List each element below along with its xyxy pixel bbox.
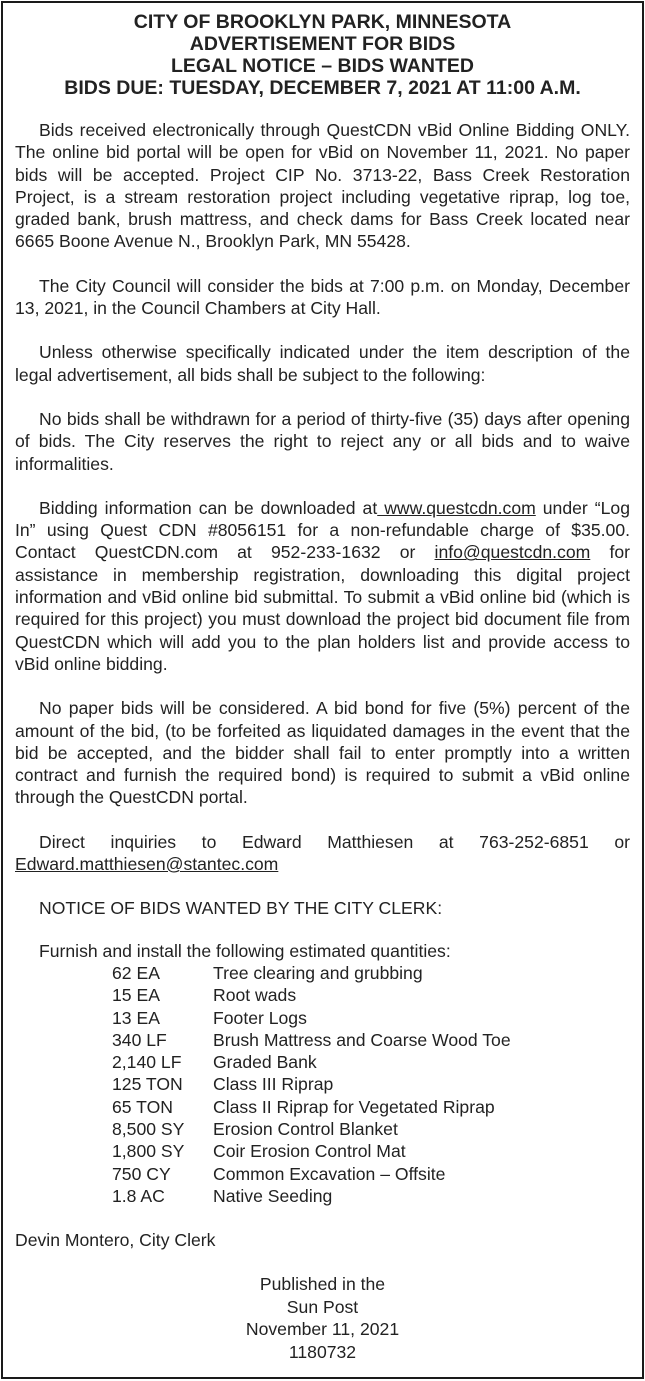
paragraph-bid-conditions: Unless otherwise specifically indicated under the item description of the legal advertisement, all bids shall be subject to the following: xyxy=(15,342,630,385)
heading-advertisement: ADVERTISEMENT FOR BIDS xyxy=(189,33,456,55)
questcdn-website-link[interactable]: www.questcdn.com xyxy=(377,497,536,518)
paragraph-bids-received: Bids received electronically through QuestCDN vBid Online Bidding ONLY. The online bid portal will be open for vBid on November 11, 2021. No paper bids will be accepted. Project CIP No. 3713-22, Bass Creek Restoration Project, is a stream restoration project including vegetative riprap, log toe, graded bank, brush mattress, and check dams for Bass Creek located near 6665 Boone Avenue N., Brooklyn Park, MN 55428. xyxy=(15,120,630,252)
publication-line: Published in the xyxy=(259,1274,386,1295)
list-item xyxy=(15,1185,630,1207)
item-description: Graded Bank xyxy=(213,1052,317,1073)
bidding-info-contact-text: under “Log In” using Quest CDN #8056151 for a non-refundable charge of $35.00. Contact QuestCDN.com at 952-233-1632 or xyxy=(15,497,630,563)
paragraph-notice-clerk: NOTICE OF BIDS WANTED BY THE CITY CLERK: xyxy=(39,898,443,919)
paragraph-withdrawal: No bids shall be withdrawn for a period of thirty-five (35) days after opening of bids. The City reserves the right to reject any or all bids and to waive informalities. xyxy=(15,408,630,474)
item-description: Footer Logs xyxy=(213,1007,307,1028)
quantities-intro: Furnish and install the following estimated quantities: xyxy=(39,940,451,961)
publication-info xyxy=(15,1273,630,1363)
paragraph-inquiries xyxy=(15,831,630,876)
bidding-info-text: Bidding information can be downloaded at xyxy=(39,497,378,518)
inquiries-email-link[interactable]: Edward.matthiesen@stantec.com xyxy=(15,854,279,875)
list-item xyxy=(15,1163,630,1185)
heading-city: CITY OF BROOKLYN PARK, MINNESOTA xyxy=(133,11,512,33)
list-item xyxy=(15,1029,630,1051)
publication-number: 1180732 xyxy=(288,1341,357,1362)
item-description: Tree clearing and grubbing xyxy=(213,962,423,983)
item-description: Erosion Control Blanket xyxy=(213,1118,398,1139)
list-item xyxy=(15,1140,630,1162)
signer-name: Devin Montero, City Clerk xyxy=(15,1230,216,1251)
heading-legal-notice: LEGAL NOTICE – BIDS WANTED xyxy=(171,55,474,77)
inquiries-text: Direct inquiries to Edward Matthiesen at 763-252-6851 or xyxy=(39,831,630,852)
heading-bids-due: BIDS DUE: TUESDAY, DECEMBER 7, 2021 AT 11:00 A.M. xyxy=(64,77,581,99)
publication-date: November 11, 2021 xyxy=(245,1319,400,1340)
item-quantity: 125 TON xyxy=(112,1074,183,1095)
item-quantity: 750 CY xyxy=(112,1163,171,1184)
list-item xyxy=(15,1073,630,1095)
item-quantity: 65 TON xyxy=(112,1096,173,1117)
item-quantity: 2,140 LF xyxy=(112,1052,182,1073)
paragraph-council-consideration: The City Council will consider the bids at 7:00 p.m. on Monday, December 13, 2021, in the Council Chambers at City Hall. xyxy=(15,275,630,319)
item-description: Root wads xyxy=(213,985,297,1006)
item-quantity: 13 EA xyxy=(112,1007,160,1028)
list-item xyxy=(15,1007,630,1029)
item-description: Brush Mattress and Coarse Wood Toe xyxy=(213,1029,511,1050)
item-quantity: 1.8 AC xyxy=(112,1185,165,1206)
item-quantity: 8,500 SY xyxy=(112,1118,185,1139)
list-item xyxy=(15,1096,630,1118)
item-quantity: 1,800 SY xyxy=(112,1141,185,1162)
legal-notice xyxy=(1,1,644,1379)
list-item xyxy=(15,1118,630,1140)
item-description: Class III Riprap xyxy=(213,1074,334,1095)
item-description: Coir Erosion Control Mat xyxy=(213,1141,406,1162)
paragraph-bidding-information xyxy=(15,497,630,675)
item-description: Class II Riprap for Vegetated Riprap xyxy=(213,1096,495,1117)
item-description: Native Seeding xyxy=(213,1185,333,1206)
publication-paper: Sun Post xyxy=(286,1296,359,1317)
questcdn-email-link[interactable]: info@questcdn.com xyxy=(434,542,591,563)
item-description: Common Excavation – Offsite xyxy=(213,1163,446,1184)
list-item xyxy=(15,984,630,1006)
notice-heading xyxy=(15,11,630,99)
item-quantity: 62 EA xyxy=(112,962,160,983)
item-quantity: 15 EA xyxy=(112,985,160,1006)
list-item xyxy=(15,1051,630,1073)
item-quantity: 340 LF xyxy=(112,1029,167,1050)
paragraph-bid-bond: No paper bids will be considered. A bid bond for five (5%) percent of the amount of the bid, (to be forfeited as liquidated damages in the event that the bid be accepted, and the bidder shall fail to enter promptly into a written contract and furnish the required bond) is required to submit a vBid online through the QuestCDN portal. xyxy=(15,698,630,808)
list-item xyxy=(15,962,630,984)
quantities-list xyxy=(15,940,630,1208)
bidding-info-instructions: for assistance in membership registration, downloading this digital project information and vBid online bid submittal. To submit a vBid online bid (which is required for this project) you must download the project bid document file from QuestCDN which will add you to the plan holders list and provide access to vBid online bidding. xyxy=(15,542,630,674)
